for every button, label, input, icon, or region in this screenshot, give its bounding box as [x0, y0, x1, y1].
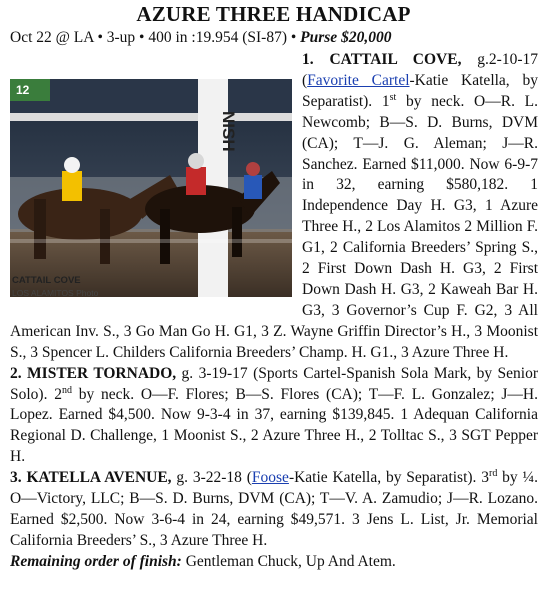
- entry-1-intro: g.2-10-17 (: [302, 51, 538, 89]
- jockey-2-silks: [186, 167, 206, 195]
- entry-2-body: g. 3-19-17 (Sports Cartel-Spanish Sola Mark, by Senior Solo). 2: [10, 364, 538, 403]
- remaining-order-text: Gentleman Chuck, Up And Atem.: [181, 552, 396, 570]
- entry-3-intro: g. 3-22-18 (: [171, 469, 252, 487]
- entry-1-rest: by neck. O—R. L. Newcomb; B—S. D. Burns, DVM (CA); T—J. G. Aleman; J—R. Sanchez. Earned $11,000. Now 6-9-7 in 32, earning $580,182. 1 Independence Day H. G3, 1 Azure Three H., 2 Los Alamitos 2 Million F. G1, 2 California Breeders’ Spring S., 2 First Down Dash H. G3, 2 First Down Dash H. G3, 2 Kaweah Bar H. G3, 3 Governor’s Cup F. G2, 3 All American Inv. S., 3 Go Man Go H. G1, 3 Z. Wayne Griffin Director’s H., 3 Moonist S., 3 Spencer L. Childers California Breeders’ Champ. H. G1., 3 Azure Three H.: [10, 92, 538, 361]
- entry-2-rest: by neck. O—F. Flores; B—S. Flores (CA); T—F. L. Gonzalez; J—H. Lopez. Earned $4,500. Now 9-3-4 in 37, earning $139,845. 1 Adequan California Regional D. Challenge, 1 Moonist S., 2 Azure Three H., 2 Tolltac S., 3 SGT Pepper H.: [10, 385, 538, 466]
- race-results-article: [10, 50, 538, 573]
- photo-caption-title: CATTAIL COVE: [12, 275, 81, 286]
- jockey-3-silks: [244, 175, 262, 199]
- photo-credit: LOS ALAMITOS Photo: [12, 288, 99, 298]
- remaining-order: [10, 552, 538, 573]
- entry-3-place-suffix: rd: [489, 467, 498, 479]
- race-photo-illustration: [10, 79, 292, 297]
- entry-3-body: -Katie Katella, by Separatist). 3: [288, 469, 490, 487]
- entry-3-sire-link[interactable]: Foose: [251, 469, 289, 487]
- photo-caption: [12, 275, 98, 299]
- entry-2: [10, 364, 538, 469]
- sign-number: 12: [16, 83, 30, 97]
- jockey-1-silks: [62, 171, 82, 201]
- entry-2-place-suffix: nd: [61, 384, 72, 396]
- entry-1-heading: 1. CATTAIL COVE,: [302, 51, 462, 68]
- entry-3: [10, 468, 538, 552]
- race-info: Oct 22 @ LA • 3-up • 400 in :19.954 (SI-87) •: [10, 29, 297, 46]
- entry-3-heading: 3. KATELLA AVENUE,: [10, 469, 172, 487]
- finish-pole-text: NISH: [219, 111, 238, 152]
- entry-3-rest: by ¼. O—Victory, LLC; B—S. D. Burns, DVM (CA); T—V. A. Zamudio; J—R. Lozano. Earned $2,500. Now 3-6-4 in 24, earning $49,571. 3 Jens L. List, Jr. Memorial California Breeders’ S., 3 Azure Three H.: [10, 469, 539, 549]
- race-info-line: [10, 28, 391, 48]
- race-photo: [10, 79, 292, 297]
- page-title: AZURE THREE HANDICAP: [136, 2, 411, 26]
- entry-1-body: -Katie Katella, by Separatist). 1: [302, 71, 538, 110]
- entry-1-place-suffix: st: [389, 91, 397, 103]
- remaining-order-label: Remaining order of finish:: [10, 552, 182, 570]
- entry-1-sire-link[interactable]: Favorite Cartel: [307, 71, 410, 89]
- photo-block: [10, 50, 295, 305]
- entry-2-heading: 2. MISTER TORNADO,: [10, 364, 177, 382]
- purse: Purse $20,000: [300, 29, 392, 46]
